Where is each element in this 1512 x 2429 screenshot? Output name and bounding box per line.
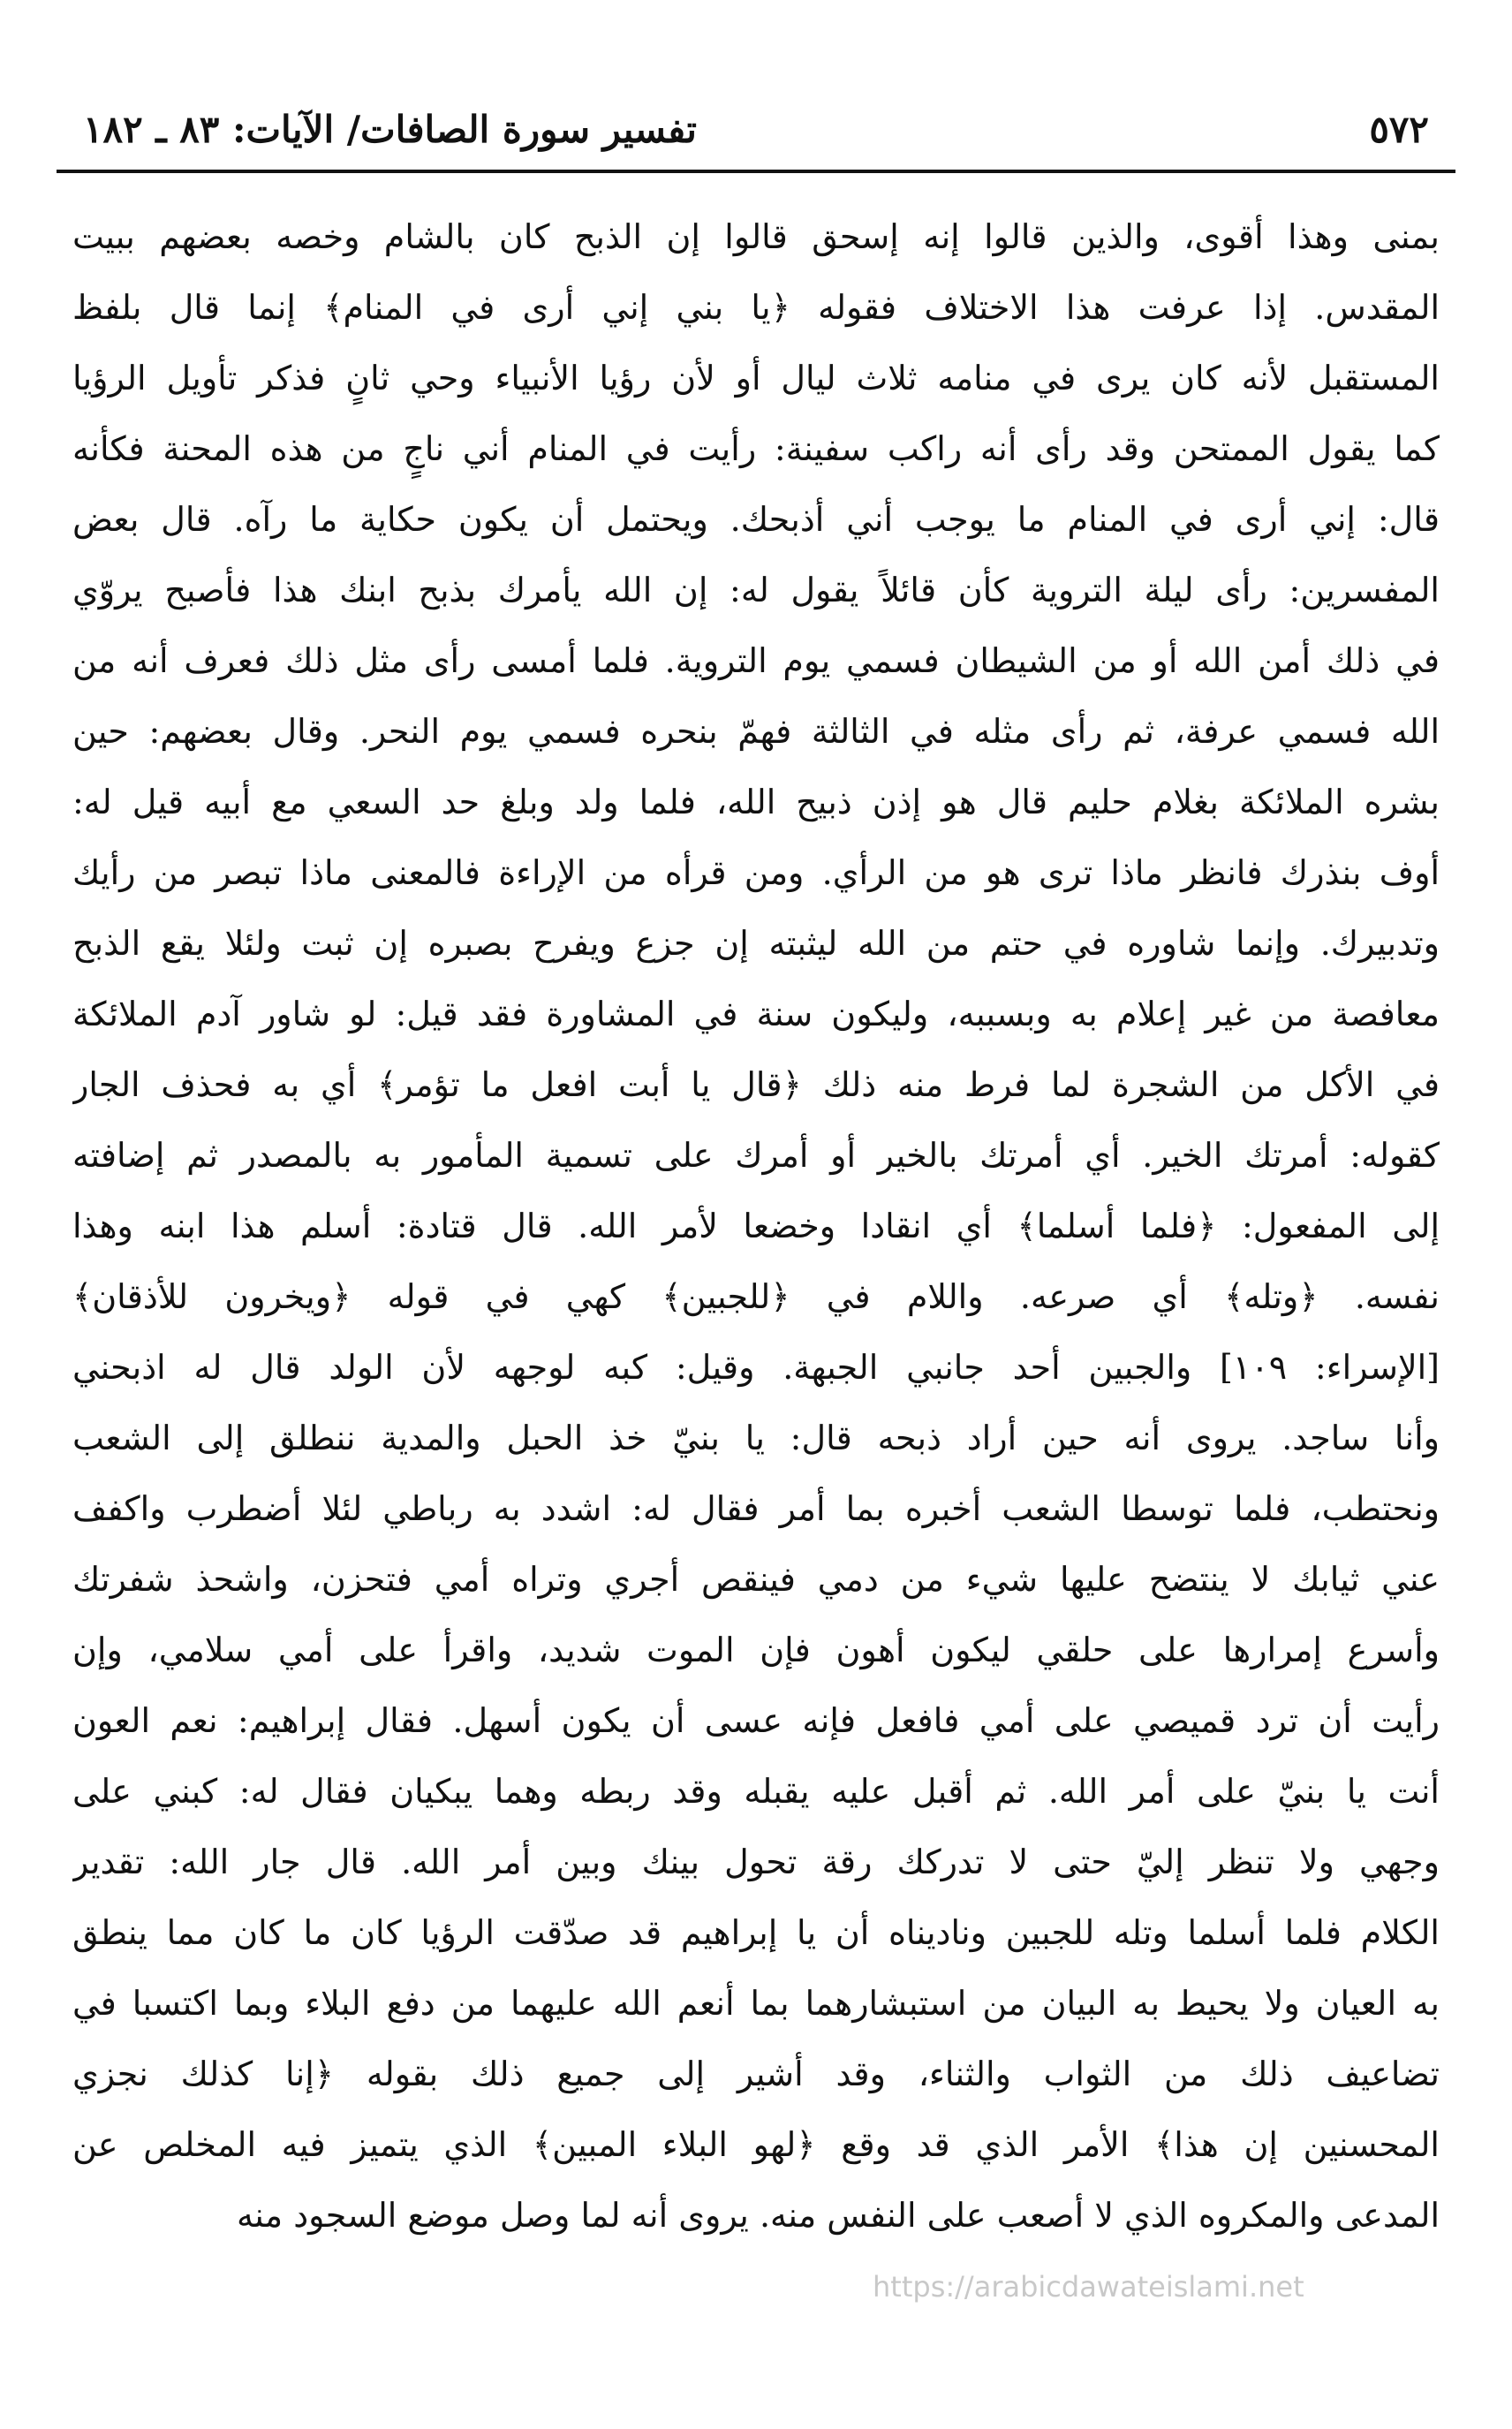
text-line: في الأكل من الشجرة لما فرط منه ذلك ﴿قال يا أبت افعل ما تؤمر﴾ أي به فحذف الجار — [72, 1065, 1440, 1104]
text-line: المفسرين: رأى ليلة التروية كأن قائلاً يقول له: إن الله يأمرك بذبح ابنك هذا فأصبح يروّي — [72, 571, 1440, 609]
text-line: أنت يا بنيّ على أمر الله. ثم أقبل عليه يقبله وقد ربطه وهما يبكيان فقال له: كبني على — [72, 1772, 1440, 1811]
text-line: المستقبل لأنه كان يرى في منامه ثلاث ليال أو لأن رؤيا الأنبياء وحي ثانٍ فذكر تأويل الرؤيا — [72, 359, 1440, 397]
text-line: بمنى وهذا أقوى، والذين قالوا إنه إسحق قالوا إن الذبح كان بالشام وخصه بعضهم ببيت — [72, 217, 1440, 256]
text-line: في ذلك أمن الله أو من الشيطان فسمي يوم التروية. فلما أمسى رأى مثل ذلك فعرف أنه من — [72, 641, 1440, 680]
text-line: وأنا ساجد. يروى أنه حين أراد ذبحه قال: يا بنيّ خذ الحبل والمدية ننطلق إلى الشعب — [72, 1419, 1440, 1457]
text-line: أوف بنذرك فانظر ماذا ترى هو من الرأي. ومن قرأه من الإراءة فالمعنى ماذا تبصر من رأيك — [72, 853, 1440, 892]
body-text — [72, 201, 1440, 2251]
text-line: كما يقول الممتحن وقد رأى أنه راكب سفينة: رأيت في المنام أني ناجٍ من هذه المحنة فكأنه — [72, 429, 1440, 468]
text-line: وأسرع إمرارها على حلقي ليكون أهون فإن الموت شديد، واقرأ على أمي سلامي، وإن — [72, 1631, 1440, 1669]
text-line: إلى المفعول: ﴿فلما أسلما﴾ أي انقادا وخضعا لأمر الله. قال قتادة: أسلم هذا ابنه وهذا — [72, 1207, 1440, 1245]
text-line: المدعى والمكروه الذي لا أصعب على النفس منه. يروى أنه لما وصل موضع السجود منه — [236, 2196, 1440, 2235]
text-line: وجهي ولا تنظر إليّ حتى لا تدركك رقة تحول بينك وبين أمر الله. قال جار الله: تقدير — [72, 1843, 1440, 1881]
text-line: رأيت أن ترد قميصي على أمي فافعل فإنه عسى أن يكون أسهل. فقال إبراهيم: نعم العون — [72, 1701, 1440, 1740]
text-line: نفسه. ﴿وتله﴾ أي صرعه. واللام في ﴿للجبين﴾ كهي في قوله ﴿ويخرون للأذقان﴾ — [72, 1277, 1440, 1316]
page-number: ٥٧٢ — [1369, 108, 1429, 151]
text-line: الكلام فلما أسلما وتله للجبين وناديناه أن يا إبراهيم قد صدّقت الرؤيا كان ما كان مما ينطق — [72, 1913, 1440, 1952]
text-line: المحسنين إن هذا﴾ الأمر الذي قد وقع ﴿لهو البلاء المبين﴾ الذي يتميز فيه المخلص عن — [72, 2125, 1440, 2164]
running-title: تفسير سورة الصافات/ الآيات: ٨٣ ـ ١٨٢ — [83, 108, 697, 151]
text-line: [الإسراء: ١٠٩] والجبين أحد جانبي الجبهة. وقيل: كبه لوجهه لأن الولد قال له اذبحني — [72, 1348, 1440, 1387]
text-line: به العيان ولا يحيط به البيان من استبشارهما بما أنعم الله عليهما من دفع البلاء وبما اكتسبا في — [72, 1984, 1440, 2023]
text-line: تضاعيف ذلك من الثواب والثناء، وقد أشير إلى جميع ذلك بقوله ﴿إنا كذلك نجزي — [72, 2054, 1440, 2093]
text-line: عني ثيابك لا ينتضح عليها شيء من دمي فينقص أجري وتراه أمي فتحزن، واشحذ شفرتك — [72, 1560, 1440, 1599]
watermark-url: https://arabicdawateislami.net — [873, 2270, 1304, 2304]
text-line: قال: إني أرى في المنام ما يوجب أني أذبحك. ويحتمل أن يكون حكاية ما رآه. قال بعض — [72, 500, 1440, 539]
text-line: معافصة من غير إعلام به وبسببه، وليكون سنة في المشاورة فقد قيل: لو شاور آدم الملائكة — [72, 995, 1440, 1033]
text-line: المقدس. إذا عرفت هذا الاختلاف فقوله ﴿يا بني إني أرى في المنام﴾ إنما قال بلفظ — [72, 288, 1440, 327]
text-line: كقوله: أمرتك الخير. أي أمرتك بالخير أو أمرك على تسمية المأمور به بالمصدر ثم إضافته — [72, 1136, 1440, 1175]
header-divider — [57, 170, 1455, 173]
page-header — [57, 102, 1455, 164]
text-line: وتدبيرك. وإنما شاوره في حتم من الله ليثبته إن جزع ويفرح بصبره إن ثبت ولئلا يقع الذبح — [72, 924, 1440, 963]
text-line: ونحتطب، فلما توسطا الشعب أخبره بما أمر فقال له: اشدد به رباطي لئلا أضطرب واكفف — [72, 1489, 1440, 1528]
text-line: بشره الملائكة بغلام حليم قال هو إذن ذبيح الله، فلما ولد وبلغ حد السعي مع أبيه قيل له: — [72, 783, 1440, 821]
text-line: الله فسمي عرفة، ثم رأى مثله في الثالثة فهمّ بنحره فسمي يوم النحر. وقال بعضهم: حين — [72, 712, 1440, 751]
